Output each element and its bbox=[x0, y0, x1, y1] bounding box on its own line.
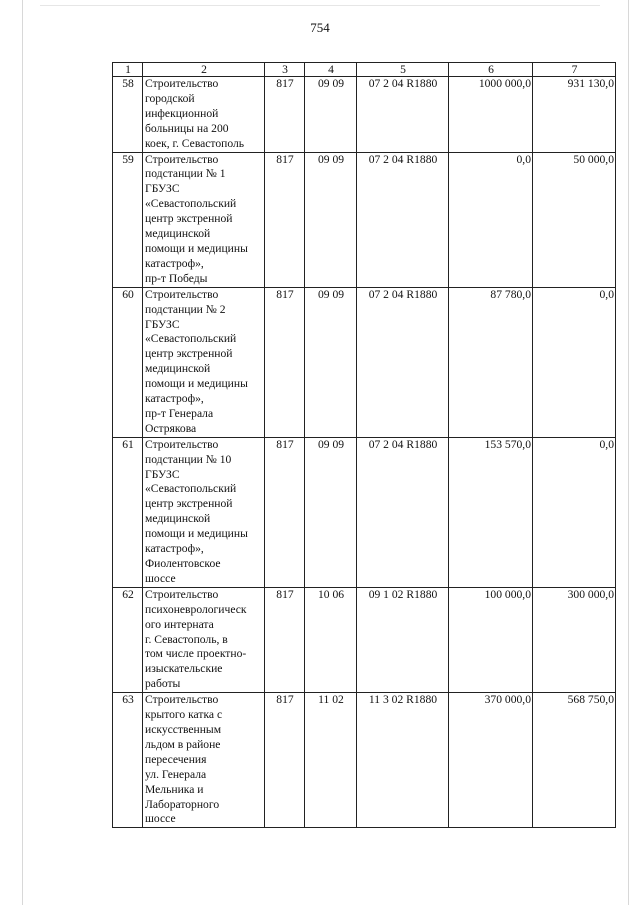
amount-col-6: 0,0 bbox=[449, 152, 533, 287]
section-code: 09 09 bbox=[305, 152, 357, 287]
name-line: ул. Генерала bbox=[145, 767, 207, 781]
name-line: катастроф», bbox=[145, 256, 204, 270]
ministry-code: 817 bbox=[265, 437, 305, 587]
ministry-code: 817 bbox=[265, 693, 305, 828]
name-line: ого интерната bbox=[145, 617, 214, 631]
amount-col-7: 931 130,0 bbox=[533, 77, 616, 153]
header-col-5: 5 bbox=[357, 63, 449, 77]
target-article-code: 07 2 04 R1880 bbox=[357, 77, 449, 153]
name-line: центр экстренной bbox=[145, 347, 233, 361]
row-number: 61 bbox=[113, 437, 143, 587]
ministry-code: 817 bbox=[265, 287, 305, 437]
amount-col-6: 153 570,0 bbox=[449, 437, 533, 587]
name-line: психоневрологическ bbox=[145, 602, 247, 616]
name-line: искусственным bbox=[145, 722, 222, 736]
name-line: городской bbox=[145, 91, 195, 105]
name-line: подстанции № 1 bbox=[145, 167, 226, 181]
row-number: 60 bbox=[113, 287, 143, 437]
name-line: г. Севастополь, в bbox=[145, 632, 228, 646]
row-number: 58 bbox=[113, 77, 143, 153]
name-line: подстанции № 2 bbox=[145, 302, 226, 316]
name-line: Лабораторного bbox=[145, 797, 220, 811]
name-line: работы bbox=[145, 677, 181, 691]
name-line: помощи и медицины bbox=[145, 527, 248, 541]
name-line: пересечения bbox=[145, 752, 207, 766]
name-line: Строительство bbox=[145, 693, 219, 707]
name-line: Мельника и bbox=[145, 782, 204, 796]
header-col-4: 4 bbox=[305, 63, 357, 77]
scan-edge-right bbox=[628, 0, 629, 905]
name-line: «Севастопольский bbox=[145, 482, 237, 496]
name-line: медицинской bbox=[145, 362, 211, 376]
budget-table bbox=[112, 62, 616, 828]
amount-col-7: 300 000,0 bbox=[533, 587, 616, 692]
name-line: Строительство bbox=[145, 287, 219, 301]
row-number: 63 bbox=[113, 693, 143, 828]
name-line: ГБУЗС bbox=[145, 317, 180, 331]
amount-col-7: 568 750,0 bbox=[533, 693, 616, 828]
target-article-code: 07 2 04 R1880 bbox=[357, 287, 449, 437]
name-line: медицинской bbox=[145, 512, 211, 526]
ministry-code: 817 bbox=[265, 152, 305, 287]
amount-col-6: 1000 000,0 bbox=[449, 77, 533, 153]
scan-edge-left bbox=[22, 0, 23, 905]
name-line: Строительство bbox=[145, 77, 219, 90]
table-row bbox=[113, 152, 616, 287]
table-row bbox=[113, 77, 616, 153]
object-name bbox=[143, 287, 265, 437]
table-row bbox=[113, 287, 616, 437]
page-number: 754 bbox=[310, 20, 330, 35]
header-col-2: 2 bbox=[143, 63, 265, 77]
name-line: изыскательские bbox=[145, 662, 223, 676]
name-line: пр-т Победы bbox=[145, 271, 208, 285]
object-name bbox=[143, 693, 265, 828]
header-row bbox=[113, 63, 616, 77]
name-line: Строительство bbox=[145, 152, 219, 166]
amount-col-7: 50 000,0 bbox=[533, 152, 616, 287]
ministry-code: 817 bbox=[265, 587, 305, 692]
object-name bbox=[143, 152, 265, 287]
name-line: Фиолентовское bbox=[145, 557, 221, 570]
name-line: пр-т Генерала bbox=[145, 406, 214, 420]
target-article-code: 11 3 02 R1880 bbox=[357, 693, 449, 828]
name-line: шоссе bbox=[145, 812, 176, 826]
name-line: Острякова bbox=[145, 421, 197, 435]
name-line: помощи и медицины bbox=[145, 377, 248, 391]
scan-edge-top bbox=[40, 5, 600, 6]
name-line: льдом в районе bbox=[145, 737, 221, 751]
amount-col-7: 0,0 bbox=[533, 287, 616, 437]
section-code: 10 06 bbox=[305, 587, 357, 692]
table-row bbox=[113, 437, 616, 587]
section-code: 09 09 bbox=[305, 77, 357, 153]
name-line: том числе проектно- bbox=[145, 647, 247, 661]
name-line: подстанции № 10 bbox=[145, 452, 232, 466]
section-code: 09 09 bbox=[305, 437, 357, 587]
name-line: ГБУЗС bbox=[145, 467, 180, 481]
name-line: Строительство bbox=[145, 437, 219, 451]
header-col-1: 1 bbox=[113, 63, 143, 77]
name-line: «Севастопольский bbox=[145, 197, 237, 211]
amount-col-6: 87 780,0 bbox=[449, 287, 533, 437]
object-name bbox=[143, 77, 265, 153]
row-number: 62 bbox=[113, 587, 143, 692]
target-article-code: 07 2 04 R1880 bbox=[357, 152, 449, 287]
table-row bbox=[113, 693, 616, 828]
amount-col-6: 100 000,0 bbox=[449, 587, 533, 692]
object-name bbox=[143, 437, 265, 587]
name-line: коек, г. Севастополь bbox=[145, 136, 245, 150]
name-line: крытого катка с bbox=[145, 708, 223, 722]
name-line: инфекционной bbox=[145, 106, 219, 120]
name-line: «Севастопольский bbox=[145, 332, 237, 346]
target-article-code: 07 2 04 R1880 bbox=[357, 437, 449, 587]
amount-col-6: 370 000,0 bbox=[449, 693, 533, 828]
name-line: центр экстренной bbox=[145, 212, 233, 226]
header-col-6: 6 bbox=[449, 63, 533, 77]
ministry-code: 817 bbox=[265, 77, 305, 153]
name-line: Строительство bbox=[145, 587, 219, 601]
name-line: шоссе bbox=[145, 571, 176, 585]
name-line: ГБУЗС bbox=[145, 182, 180, 196]
section-code: 09 09 bbox=[305, 287, 357, 437]
name-line: медицинской bbox=[145, 227, 211, 241]
header-col-7: 7 bbox=[533, 63, 616, 77]
name-line: помощи и медицины bbox=[145, 241, 248, 255]
row-number: 59 bbox=[113, 152, 143, 287]
name-line: катастроф», bbox=[145, 392, 204, 406]
name-line: катастроф», bbox=[145, 542, 204, 556]
table-row bbox=[113, 587, 616, 692]
name-line: больницы на 200 bbox=[145, 121, 229, 135]
amount-col-7: 0,0 bbox=[533, 437, 616, 587]
header-col-3: 3 bbox=[265, 63, 305, 77]
name-line: центр экстренной bbox=[145, 497, 233, 511]
section-code: 11 02 bbox=[305, 693, 357, 828]
object-name bbox=[143, 587, 265, 692]
target-article-code: 09 1 02 R1880 bbox=[357, 587, 449, 692]
